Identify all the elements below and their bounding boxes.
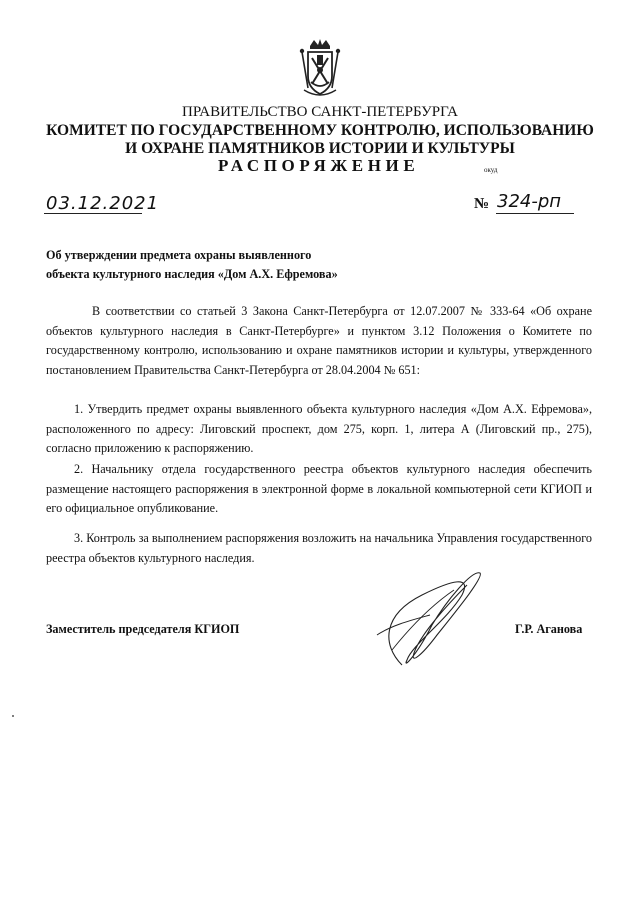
scan-speck [12,715,14,717]
government-name: ПРАВИТЕЛЬСТВО САНКТ-ПЕТЕРБУРГА [182,104,458,120]
date-underline [44,213,142,214]
document-date: 03.12.2021 [46,193,160,214]
subject-line-1: Об утверждении предмета охраны выявленного [46,248,312,262]
number-label: № [474,196,490,212]
signer-name: Г.Р. Аганова [515,622,583,636]
subject-line-2: объекта культурного наследия «Дом А.Х. Ефремова» [46,267,338,281]
okud-label: окуд [484,166,498,174]
document-number: 324-рп [497,191,562,212]
item-3-paragraph: 3. Контроль за выполнением распоряжения возложить на начальника Управления государственного реестра объектов культурного наследия. [46,531,592,565]
number-underline [496,213,574,214]
document-type: РАСПОРЯЖЕНИЕ [218,156,420,175]
preamble-paragraph: В соответствии со статьей 3 Закона Санкт-Петербурга от 12.07.2007 № 333-64 «Об охране объектов культурного наследия в Санкт-Петербурге» и пунктом 3.12 Положения о Комитете по государственному контролю, использованию и охране памятников истории и культуры, утвержденного постановлением Правительства Санкт-Петербурга от 28.04.2004 № 651: [46,304,592,377]
handwritten-signature [362,565,492,675]
item-2-paragraph: 2. Начальнику отдела государственного реестра объектов культурного наследия обеспечить размещение настоящего распоряжения в электронной форме в локальной компьютерной сети КГИОП и его официальное опубликование. [46,462,592,515]
committee-line-1: КОМИТЕТ ПО ГОСУДАРСТВЕННОМУ КОНТРОЛЮ, ИСПОЛЬЗОВАНИЮ [46,122,594,139]
committee-name [0,122,640,158]
document-subject [46,246,338,284]
signer-position: Заместитель председателя КГИОП [46,622,240,636]
coat-of-arms-icon [296,38,344,98]
committee-line-2: И ОХРАНЕ ПАМЯТНИКОВ ИСТОРИИ И КУЛЬТУРЫ [125,140,515,157]
item-1-paragraph: 1. Утвердить предмет охраны выявленного объекта культурного наследия «Дом А.Х. Ефремова», расположенного по адресу: Лиговский проспект, дом 275, корп. 1, литера А (Лиговский пр., 275), согласно приложению к распоряжению. [46,402,592,455]
